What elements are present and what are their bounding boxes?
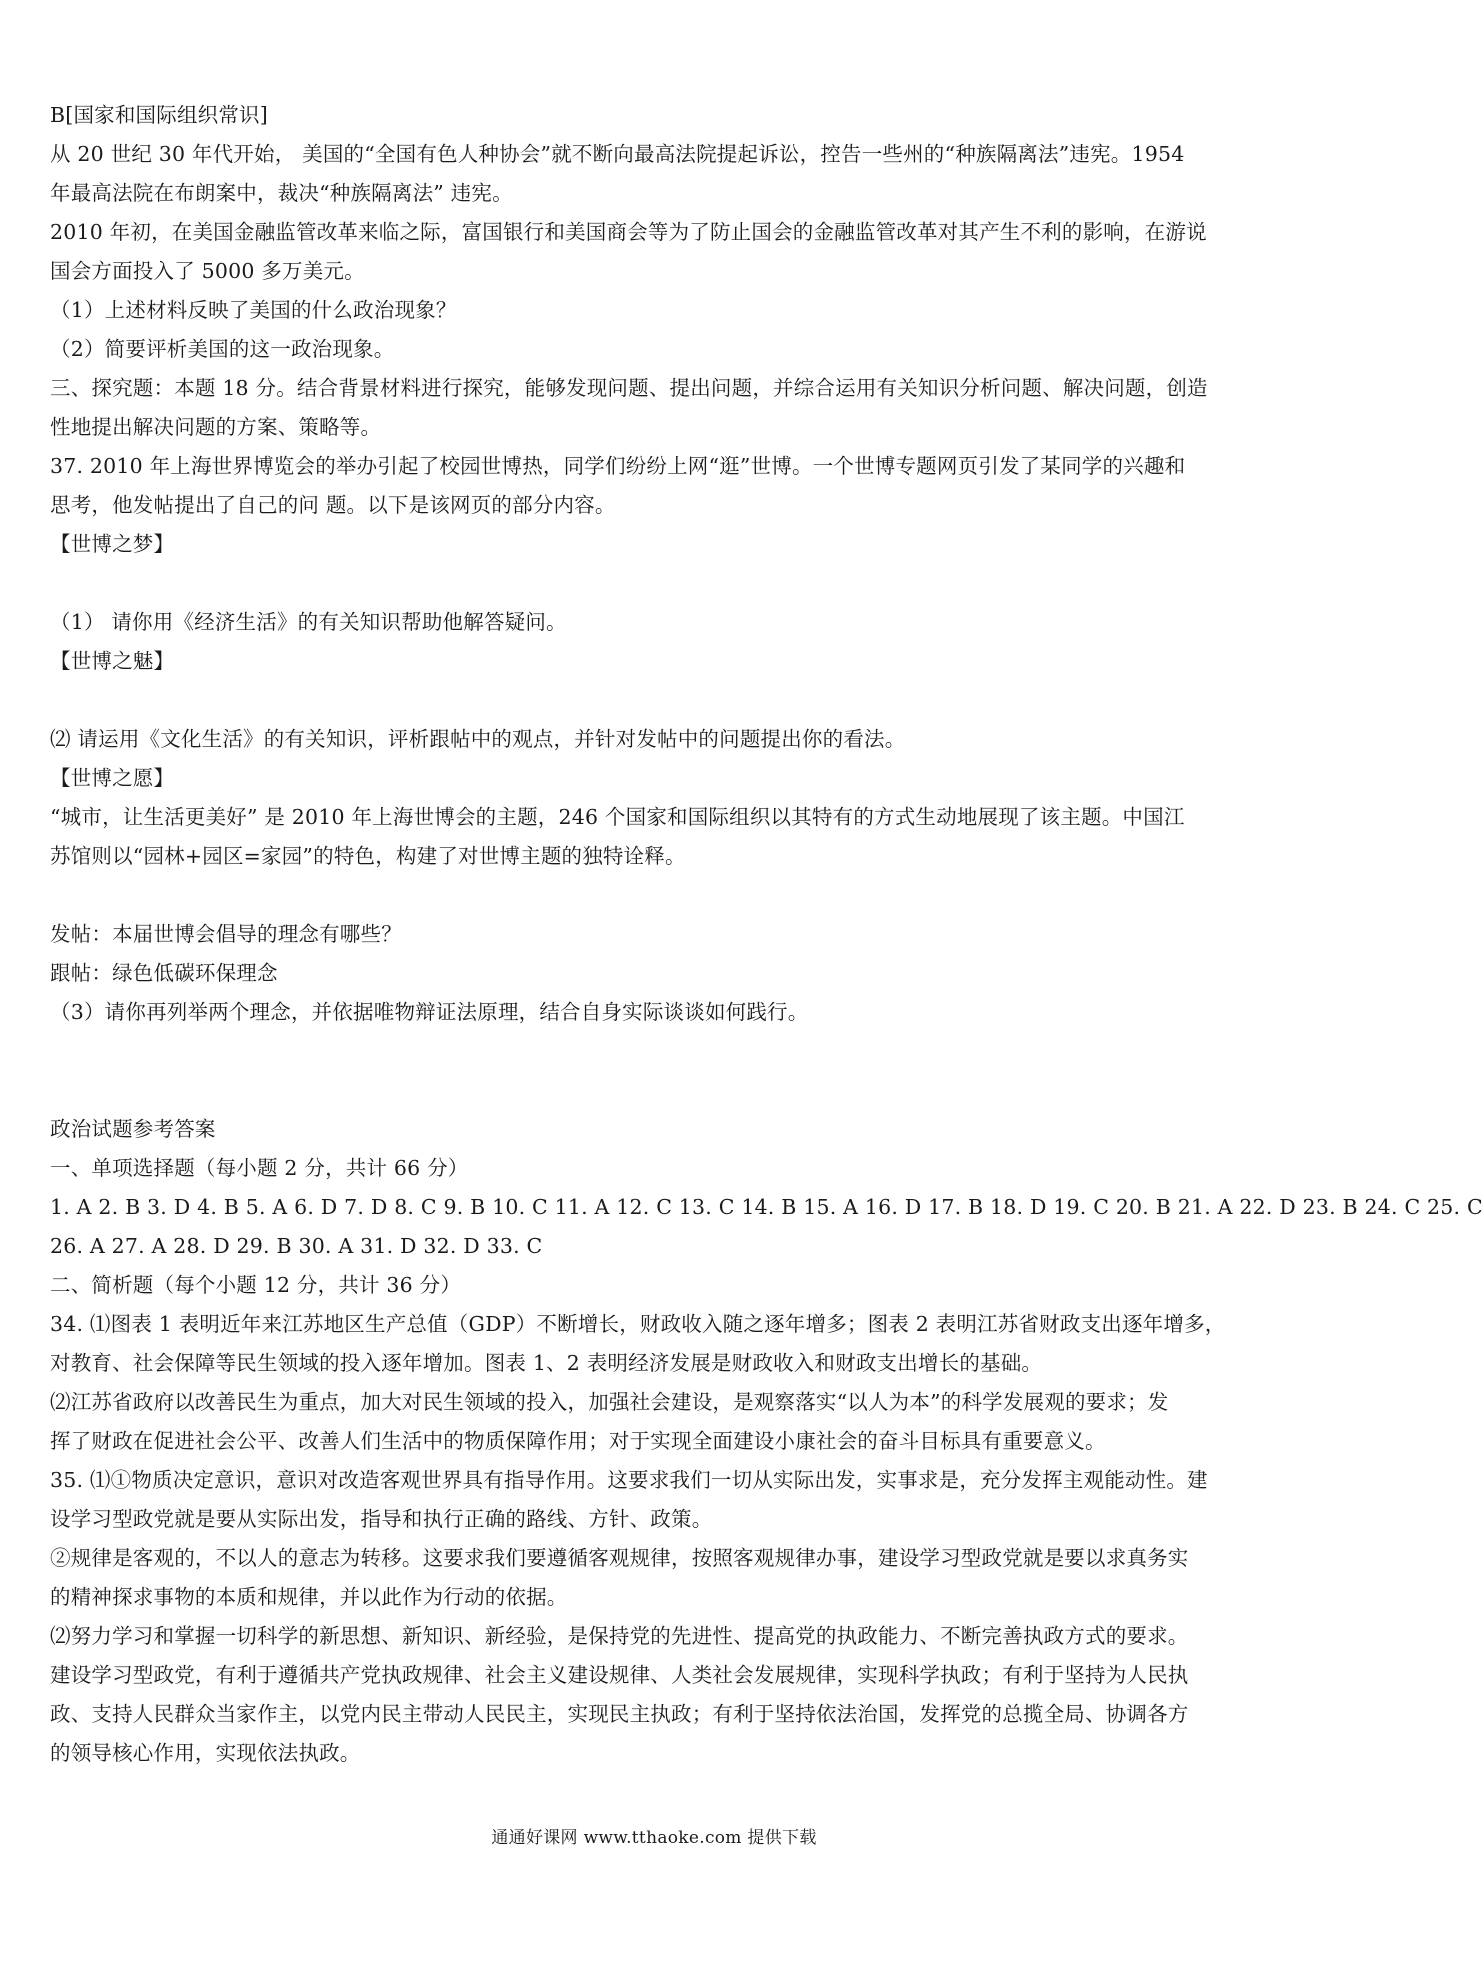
text-line: 2010 年初，在美国金融监管改革来临之际，富国银行和美国商会等为了防止国会的金融监管改革对其产生不利的影响，在游说 [50,220,1207,244]
section-inquiry [50,369,1260,1032]
section-heading: 三、探究题：本题 18 分。结合背景材料进行探究，能够发现问题、提出问题，并综合运用有关知识分析问题、解决问题，创造 [50,376,1208,400]
question-37: 37. 2010 年上海世界博览会的举办引起了校园世博热，同学们纷纷上网“逛”世博。一个世博专题网页引发了某同学的兴趣和 [50,454,1186,478]
document-body [50,96,1483,1773]
forum-post: 发帖：本届世博会倡导的理念有哪些？ [50,922,402,946]
section-answers [50,1110,1483,1773]
blank-space [50,681,1260,720]
text-line: 从 20 世纪 30 年代开始， 美国的“全国有色人种协会”就不断向最高法院提起诉讼，控告一些州的“种族隔离法”违宪。1954 [50,142,1185,166]
text-line: B[国家和国际组织常识] [50,103,268,127]
text-line: 苏馆则以“园林+园区=家园”的特色，构建了对世博主题的独特诠释。 [50,844,686,868]
text-line: “城市，让生活更美好” 是 2010 年上海世博会的主题，246 个国家和国际组织以其特有的方式生动地展现了该主题。中国江 [50,805,1185,829]
answer-34: 34. ⑴图表 1 表明近年来江苏地区生产总值（GDP）不断增长，财政收入随之逐年增多；图表 2 表明江苏省财政支出逐年增多， [50,1312,1226,1336]
forum-reply: 跟帖：绿色低碳环保理念 [50,961,278,985]
answer-key-line: 1. A 2. B 3. D 4. B 5. A 6. D 7. D 8. C 9. B 10. C 11. A 12. C 13. C 14. B 15. A 16. D 17. B 18. D 19. C 20. B 21. A 22. D 23. B 24. C 25. C [50,1195,1483,1219]
expo-wish-heading: 【世博之愿】 [50,766,175,790]
text-line: 国会方面投入了 5000 多万美元。 [50,259,365,283]
page-footer: 通通好课网 www.tthaoke.com 提供下载 [491,1828,817,1848]
blank-space [50,564,1260,603]
text-line: 思考，他发帖提出了自己的问 题。以下是该网页的部分内容。 [50,493,616,517]
expo-charm-heading: 【世博之魅】 [50,649,175,673]
text-line: ②规律是客观的，不以人的意志为转移。这要求我们要遵循客观规律，按照客观规律办事，建设学习型政党就是要以求真务实 [50,1546,1189,1570]
subquestion-1: （1） 请你用《经济生活》的有关知识帮助他解答疑问。 [50,610,567,634]
subquestion-2: ⑵ 请运用《文化生活》的有关知识，评析跟帖中的观点，并针对发帖中的问题提出你的看法。 [50,727,906,751]
question-1: （1）上述材料反映了美国的什么政治现象？ [50,298,457,322]
blank-space [50,1032,1260,1110]
text-line: 的领导核心作用，实现依法执政。 [50,1741,361,1765]
subquestion-3: （3）请你再列举两个理念，并依据唯物辩证法原理，结合自身实际谈谈如何践行。 [50,1000,809,1024]
answer-35: 35. ⑴①物质决定意识，意识对改造客观世界具有指导作用。这要求我们一切从实际出发，实事求是，充分发挥主观能动性。建 [50,1468,1208,1492]
text-line: 挥了财政在促进社会公平、改善人们生活中的物质保障作用；对于实现全面建设小康社会的奋斗目标具有重要意义。 [50,1429,1106,1453]
text-line: 设学习型政党就是要从实际出发，指导和执行正确的路线、方针、政策。 [50,1507,713,1531]
text-line: 对教育、社会保障等民生领域的投入逐年增加。图表 1、2 表明经济发展是财政收入和财政支出增长的基础。 [50,1351,1043,1375]
text-line: ⑵江苏省政府以改善民生为重点，加大对民生领域的投入，加强社会建设，是观察落实“以人为本”的科学发展观的要求；发 [50,1390,1169,1414]
section-heading: 一、单项选择题（每小题 2 分，共计 66 分） [50,1156,469,1180]
text-line: 性地提出解决问题的方案、策略等。 [50,415,382,439]
text-line: ⑵努力学习和掌握一切科学的新思想、新知识、新经验，是保持党的先进性、提高党的执政能力、不断完善执政方式的要求。 [50,1624,1189,1648]
text-line: 建设学习型政党，有利于遵循共产党执政规律、社会主义建设规律、人类社会发展规律，实现科学执政；有利于坚持为人民执 [50,1663,1189,1687]
blank-space [50,876,1260,915]
expo-dream-heading: 【世博之梦】 [50,532,175,556]
section-heading: 二、简析题（每个小题 12 分，共计 36 分） [50,1273,462,1297]
text-line: 年最高法院在布朗案中，裁决“种族隔离法” 违宪。 [50,181,513,205]
text-line: 的精神探求事物的本质和规律，并以此作为行动的依据。 [50,1585,568,1609]
text-line: 政、支持人民群众当家作主，以党内民主带动人民民主，实现民主执政；有利于坚持依法治国，发挥党的总揽全局、协调各方 [50,1702,1189,1726]
answers-title: 政治试题参考答案 [50,1117,216,1141]
answer-key-line: 26. A 27. A 28. D 29. B 30. A 31. D 32. D 33. C [50,1234,543,1258]
section-international-organizations [50,96,1260,369]
question-2: （2）简要评析美国的这一政治现象。 [50,337,395,361]
